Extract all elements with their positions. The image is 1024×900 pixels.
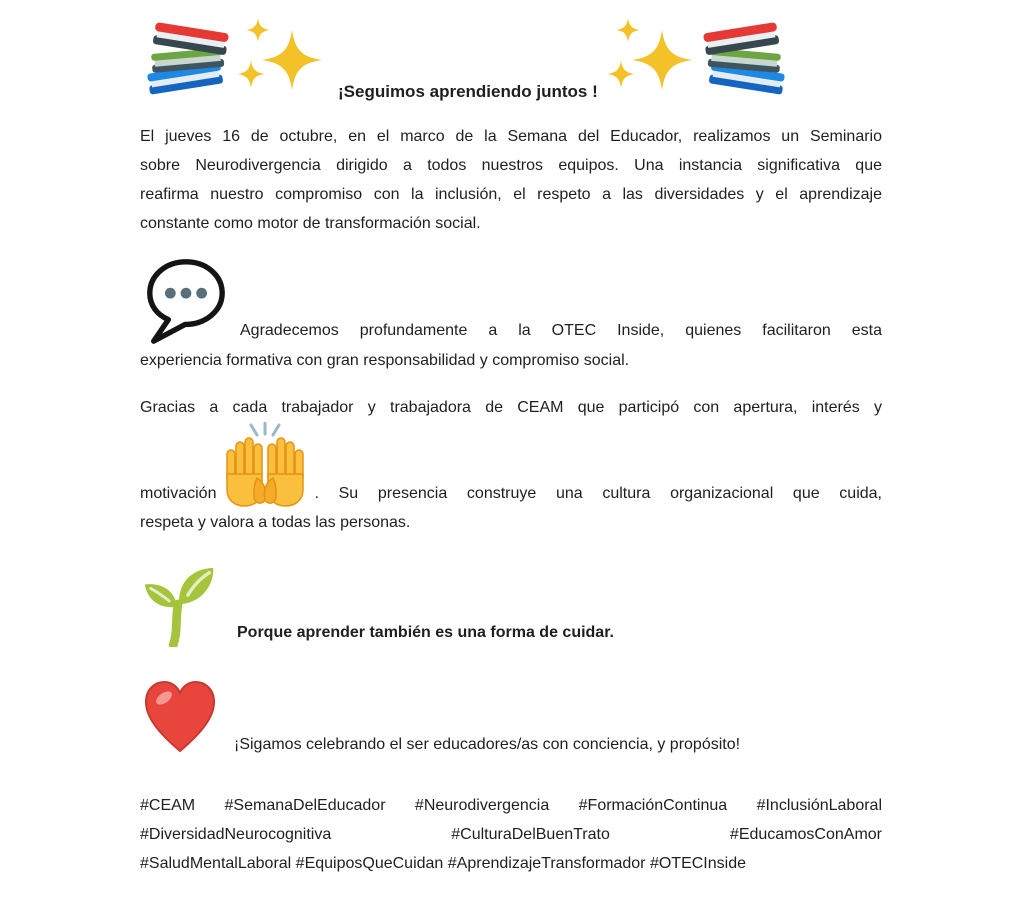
paragraph-line: experiencia formativa con gran responsabilidad y compromiso social. xyxy=(140,352,630,369)
header-row xyxy=(144,10,882,106)
paragraph-line: constante como motor de transformación social. xyxy=(140,215,481,232)
raising-hands-icon xyxy=(216,422,304,508)
paragraph-intro xyxy=(140,122,882,238)
hashtags-line: #DiversidadNeurocognitiva #CulturaDelBuenTrato #EducamosConAmor xyxy=(140,826,882,843)
heart-statement: ¡Sigamos celebrando el ser educadores/as con conciencia, y propósito! xyxy=(234,736,741,753)
paragraph-line: reafirma nuestro compromiso con la inclusión, el respeto a las diversidades y el aprendizaje xyxy=(140,186,882,203)
seedling-statement-row xyxy=(140,561,882,647)
paragraph-line: El jueves 16 de octubre, en el marco de la Semana del Educador, realizamos un Seminario xyxy=(140,128,882,145)
paragraph-line: motivación xyxy=(140,485,217,502)
speech-balloon-icon xyxy=(140,256,230,346)
heart-statement-row xyxy=(140,677,882,759)
paragraph-line: sobre Neurodivergencia dirigido a todos nuestros equipos. Una instancia significativa que xyxy=(140,157,882,174)
paragraph-line-with-icon xyxy=(140,256,882,346)
books-icon xyxy=(144,12,236,106)
paragraph-line: . Su presencia construye una cultura organizacional que cuida, xyxy=(314,485,882,502)
seedling-statement: Porque aprender también es una forma de cuidar. xyxy=(237,624,614,641)
paragraph-thanks-workers xyxy=(140,393,882,537)
sparkles-icon xyxy=(608,16,696,100)
document-content xyxy=(140,10,882,878)
paragraph-line: respeta y valora a todas las personas. xyxy=(140,514,411,531)
hashtags-block xyxy=(140,791,882,878)
paragraph-line-with-icon xyxy=(140,422,882,508)
paragraph-line: Agradecemos profundamente a la OTEC Inside, quienes facilitaron esta xyxy=(240,322,882,339)
books-icon xyxy=(696,12,788,106)
seedling-icon xyxy=(140,561,220,647)
paragraph-thanks-otec xyxy=(140,256,882,375)
paragraph-line: Gracias a cada trabajador y trabajadora de CEAM que participó con apertura, interés y xyxy=(140,399,882,416)
sparkles-icon xyxy=(238,16,326,100)
post-title: ¡Seguimos aprendiendo juntos ! xyxy=(338,82,598,101)
hashtags-line: #SaludMentalLaboral #EquiposQueCuidan #AprendizajeTransformador #OTECInside xyxy=(140,855,746,872)
hashtags-line: #CEAM #SemanaDelEducador #Neurodivergencia #FormaciónContinua #InclusiónLaboral xyxy=(140,797,882,814)
heart-icon xyxy=(140,677,220,759)
